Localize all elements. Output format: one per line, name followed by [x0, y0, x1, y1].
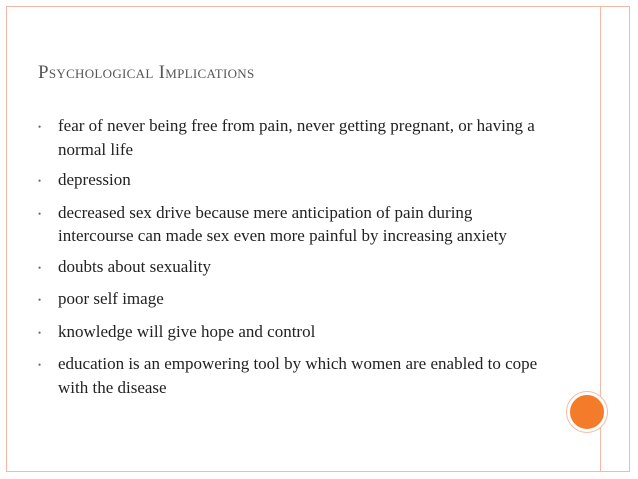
bullet-marker: •: [38, 327, 42, 338]
bullet-text: decreased sex drive because mere anticipation of pain during intercourse can made sex even more painful by increasing anxiety: [58, 202, 507, 245]
slide-title: Psychological Implications: [38, 62, 255, 83]
bullet-item: [38, 201, 538, 248]
bullet-item: [38, 352, 538, 399]
bullet-marker: •: [38, 122, 42, 132]
bullet-text: fear of never being free from pain, never getting pregnant, or having a normal life: [58, 116, 535, 159]
bullet-item: [38, 114, 538, 161]
bullet-text: depression: [58, 170, 131, 189]
bullet-text: knowledge will give hope and control: [58, 321, 316, 341]
decorative-circle-icon: [567, 392, 607, 432]
bullet-marker: •: [38, 295, 42, 305]
bullet-marker: •: [38, 208, 42, 219]
bullet-text: poor self image: [58, 289, 164, 308]
bullet-item: [38, 255, 538, 281]
bullet-marker: •: [38, 176, 42, 186]
bullet-marker: •: [38, 262, 42, 273]
bullet-item: [38, 287, 538, 313]
bullet-marker: •: [38, 360, 42, 370]
bullet-text: education is an empowering tool by which women are enabled to cope with the disease: [58, 354, 538, 397]
bullet-item: [38, 168, 538, 194]
bullet-item: [38, 320, 538, 346]
bullet-text: doubts about sexuality: [58, 256, 211, 276]
bullet-list: [38, 114, 538, 406]
